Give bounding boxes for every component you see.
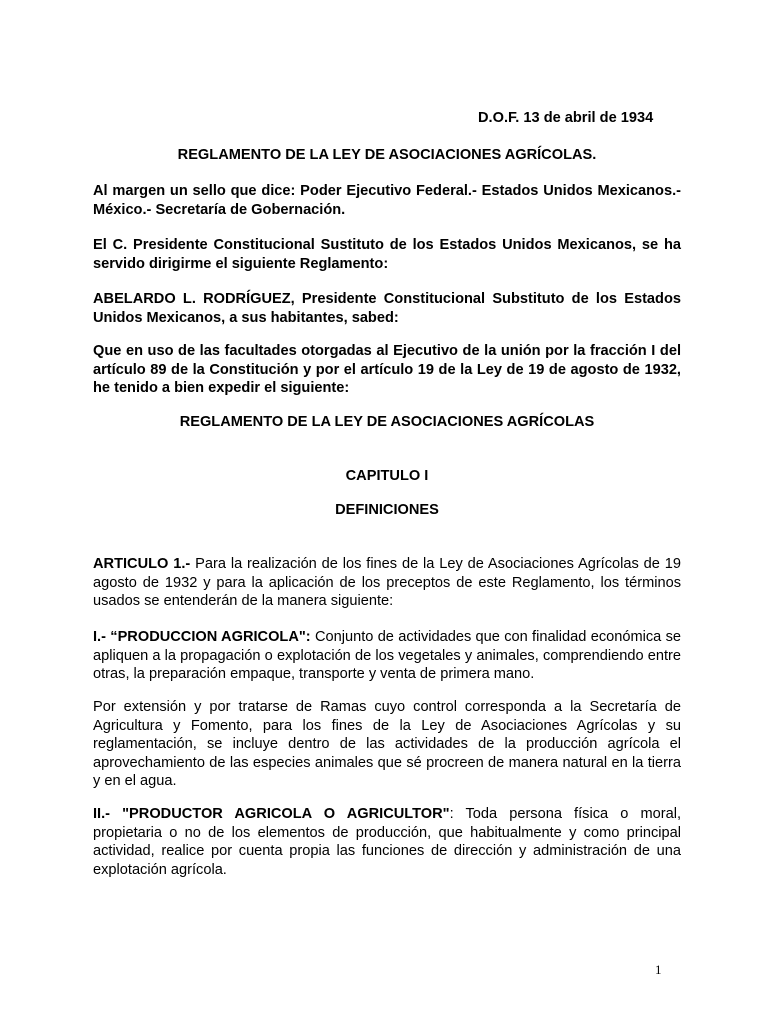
page-number: 1 bbox=[655, 962, 662, 977]
chapter-heading: CAPITULO I bbox=[345, 468, 429, 484]
definition-item-1 bbox=[93, 628, 681, 684]
paragraph-president: El C. Presidente Constitucional Sustituto de los Estados Unidos Mexicanos, se ha servido dirigirme el siguiente Reglamento: bbox=[93, 237, 681, 272]
paragraph-abelardo: ABELARDO L. RODRÍGUEZ, Presidente Constitucional Substituto de los Estados Unidos Mexicanos, a sus habitantes, sabed: bbox=[93, 291, 681, 326]
publication-date: D.O.F. 13 de abril de 1934 bbox=[478, 110, 654, 126]
definition-item-2-label: II.- "PRODUCTOR AGRICOLA O AGRICULTOR" bbox=[93, 806, 450, 822]
article-1-label: ARTICULO 1.- bbox=[93, 556, 191, 572]
regulation-title: REGLAMENTO DE LA LEY DE ASOCIACIONES AGRÍCOLAS bbox=[179, 414, 595, 430]
definition-item-1-label: I.- “PRODUCCION AGRICOLA": bbox=[93, 629, 311, 645]
chapter-title: DEFINICIONES bbox=[335, 502, 439, 518]
paragraph-extension: Por extensión y por tratarse de Ramas cuyo control corresponda a la Secretaría de Agricultura y Fomento, para los fines de la Ley de Asociaciones Agrícolas y su reglamentación, se incluye dentro de las actividades de la producción agrícola el aprovechamiento de las especies animales que sé procreen de manera natural en la tierra y en el agua. bbox=[93, 699, 681, 790]
paragraph-facultades: Que en uso de las facultades otorgadas al Ejecutivo de la unión por la fracción I del artículo 89 de la Constitución y por el artículo 19 de la Ley de 19 de agosto de 1932, he tenido a bien expedir el siguiente: bbox=[93, 343, 681, 397]
definition-item-1-text: Conjunto de actividades que con finalidad económica se apliquen a la propagación o explotación de los vegetales y animales, comprendiendo entre otras, la preparación empaque, transporte y venta de primera mano. bbox=[93, 629, 681, 683]
article-1-text: Para la realización de los fines de la Ley de Asociaciones Agrícolas de 19 agosto de 1932 y para la aplicación de los preceptos de este Reglamento, los términos usados se entenderán de la manera siguiente: bbox=[93, 556, 681, 610]
document-title: REGLAMENTO DE LA LEY DE ASOCIACIONES AGRÍCOLAS. bbox=[177, 147, 597, 163]
definition-item-2 bbox=[93, 805, 681, 879]
definition-item-2-text: : Toda persona física o moral, propietaria o no de los elementos de producción, que habitualmente y como principal actividad, realice por cuenta propia las funciones de dirección y administración de una explotación agrícola. bbox=[93, 806, 681, 878]
paragraph-margin-seal: Al margen un sello que dice: Poder Ejecutivo Federal.- Estados Unidos Mexicanos.- México.- Secretaría de Gobernación. bbox=[93, 183, 681, 218]
article-1 bbox=[93, 555, 681, 611]
